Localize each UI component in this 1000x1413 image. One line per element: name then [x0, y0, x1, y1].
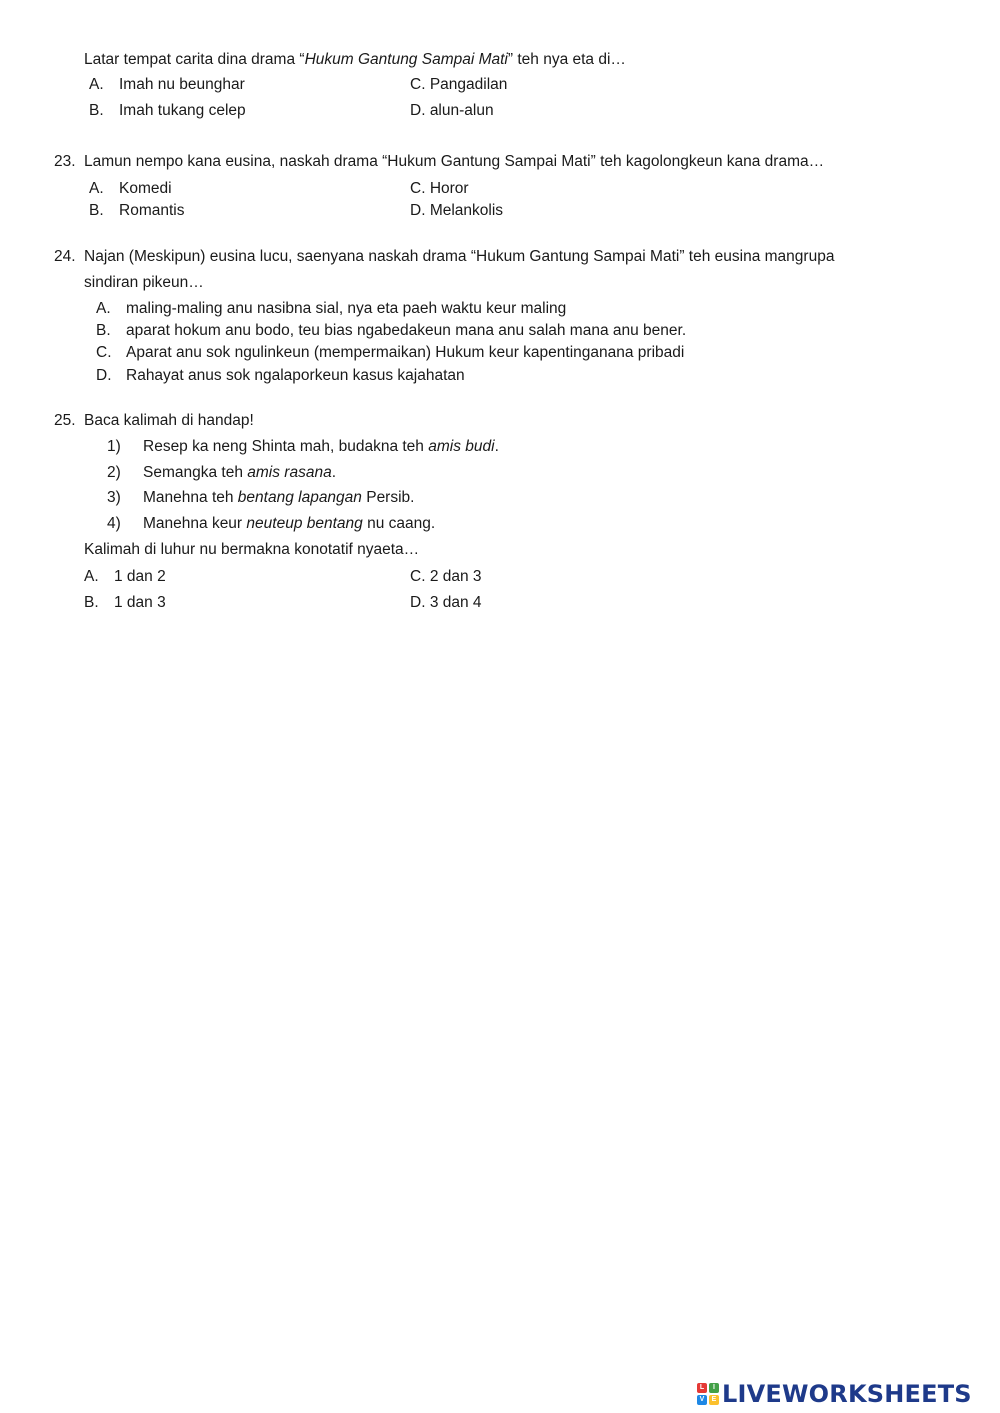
q23-number: 23. — [54, 153, 76, 170]
logo-letter-e: E — [709, 1395, 719, 1405]
q22-option-c[interactable]: C. Pangadilan — [410, 76, 508, 93]
liveworksheets-wordmark: LIVEWORKSHEETS — [722, 1380, 972, 1408]
q24-option-a[interactable]: A. maling-maling anu nasibna sial, nya eta paeh waktu keur maling — [96, 300, 567, 317]
q22-option-a[interactable]: A. Imah nu beunghar — [89, 76, 245, 93]
q24-option-c[interactable]: C. Aparat anu sok ngulinkeun (mempermaikan) Hukum keur kapentinganana pribadi — [96, 344, 685, 361]
logo-letter-i: I — [709, 1383, 719, 1393]
q23-option-c[interactable]: C. Horor — [410, 180, 469, 197]
q24-stem: 24. Najan (Meskipun) eusina lucu, saenyana naskah drama “Hukum Gantung Sampai Mati” teh eusina mangrupa — [54, 248, 835, 265]
q22-option-d[interactable]: D. alun-alun — [410, 102, 494, 119]
q25-question: Kalimah di luhur nu bermakna konotatif nyaeta… — [84, 541, 420, 558]
q25-option-d[interactable]: D. 3 dan 4 — [410, 594, 482, 611]
q25-option-c[interactable]: C. 2 dan 3 — [410, 568, 482, 585]
q25-stem: 25. Baca kalimah di handap! — [54, 412, 254, 429]
q25-sentence-1: 1) Resep ka neng Shinta mah, budakna teh amis budi. — [107, 438, 499, 455]
q25-option-a[interactable]: A. 1 dan 2 — [84, 568, 166, 585]
q25-sentence-3: 3) Manehna teh bentang lapangan Persib. — [107, 489, 415, 506]
liveworksheets-logo-icon — [697, 1383, 719, 1405]
q23-option-d[interactable]: D. Melankolis — [410, 202, 504, 219]
q22-stem-title: Hukum Gantung Sampai Mati — [304, 51, 508, 68]
liveworksheets-brand — [697, 1377, 972, 1411]
q23-stem: 23. Lamun nempo kana eusina, naskah drama “Hukum Gantung Sampai Mati” teh kagolongkeun kana drama… — [54, 153, 825, 170]
q25-sentence-2: 2) Semangka teh amis rasana. — [107, 464, 337, 481]
q22-option-b[interactable]: B. Imah tukang celep — [89, 102, 246, 119]
logo-letter-v: V — [697, 1395, 707, 1405]
q23-option-a[interactable]: A. Komedi — [89, 180, 172, 197]
q24-stem-line2: sindiran pikeun… — [84, 274, 204, 291]
logo-letter-l: L — [697, 1383, 707, 1393]
q25-option-b[interactable]: B. 1 dan 3 — [84, 594, 166, 611]
q23-option-b[interactable]: B. Romantis — [89, 202, 185, 219]
q25-sentence-4: 4) Manehna keur neuteup bentang nu caang. — [107, 515, 436, 532]
q24-option-d[interactable]: D. Rahayat anus sok ngalaporkeun kasus kajahatan — [96, 367, 465, 384]
q22-stem: Latar tempat carita dina drama “Hukum Gantung Sampai Mati” teh nya eta di… — [84, 51, 626, 68]
q25-number: 25. — [54, 412, 76, 429]
q24-number: 24. — [54, 248, 76, 265]
q24-option-b[interactable]: B. aparat hokum anu bodo, teu bias ngabedakeun mana anu salah mana anu bener. — [96, 322, 687, 339]
